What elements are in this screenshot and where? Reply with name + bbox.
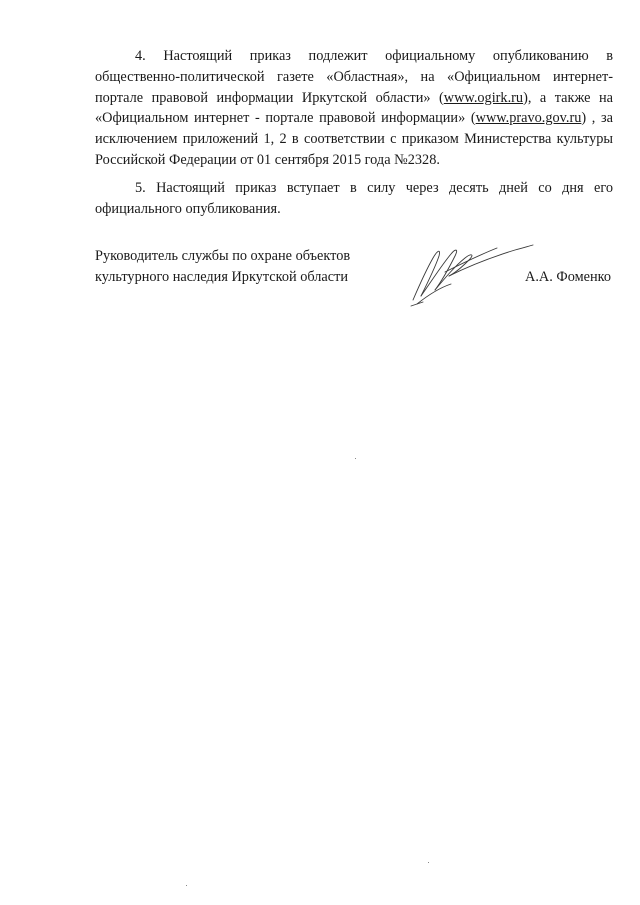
- scan-speck: [355, 458, 356, 459]
- paragraph-4-lead: 4. Настоящий приказ подлежит официальному опубликованию в общественно-политической газете «Областная», на «Официальном интернет-портале правовой информации Иркутской области» (: [95, 48, 613, 106]
- pravo-link[interactable]: www.pravo.gov.ru: [475, 110, 582, 127]
- scan-speck: [186, 885, 187, 886]
- paragraph-4: [95, 46, 613, 171]
- paragraph-5: 5. Настоящий приказ вступает в силу через десять дней со дня его официального опубликования.: [95, 180, 613, 217]
- handwritten-signature: [405, 232, 535, 308]
- paragraph-4-middle: ), а также на «Официальном интернет - портале правовой информации» (: [95, 89, 613, 127]
- signer-name: А.А. Фоменко: [525, 268, 611, 285]
- ogirk-link[interactable]: www.ogirk.ru: [443, 89, 524, 106]
- paragraph-4-tail: ) , за исключением приложений 1, 2 в соответствии с приказом Министерства культуры Российской Федерации от 01 сентября 2015 года №2328.: [95, 110, 613, 168]
- signer-position: [95, 246, 350, 288]
- signature-block: [95, 246, 613, 306]
- signer-position-line-2: культурного наследия Иркутской области: [95, 268, 348, 285]
- scan-speck: [428, 862, 429, 863]
- signer-position-line-1: Руководитель службы по охране объектов: [95, 248, 351, 264]
